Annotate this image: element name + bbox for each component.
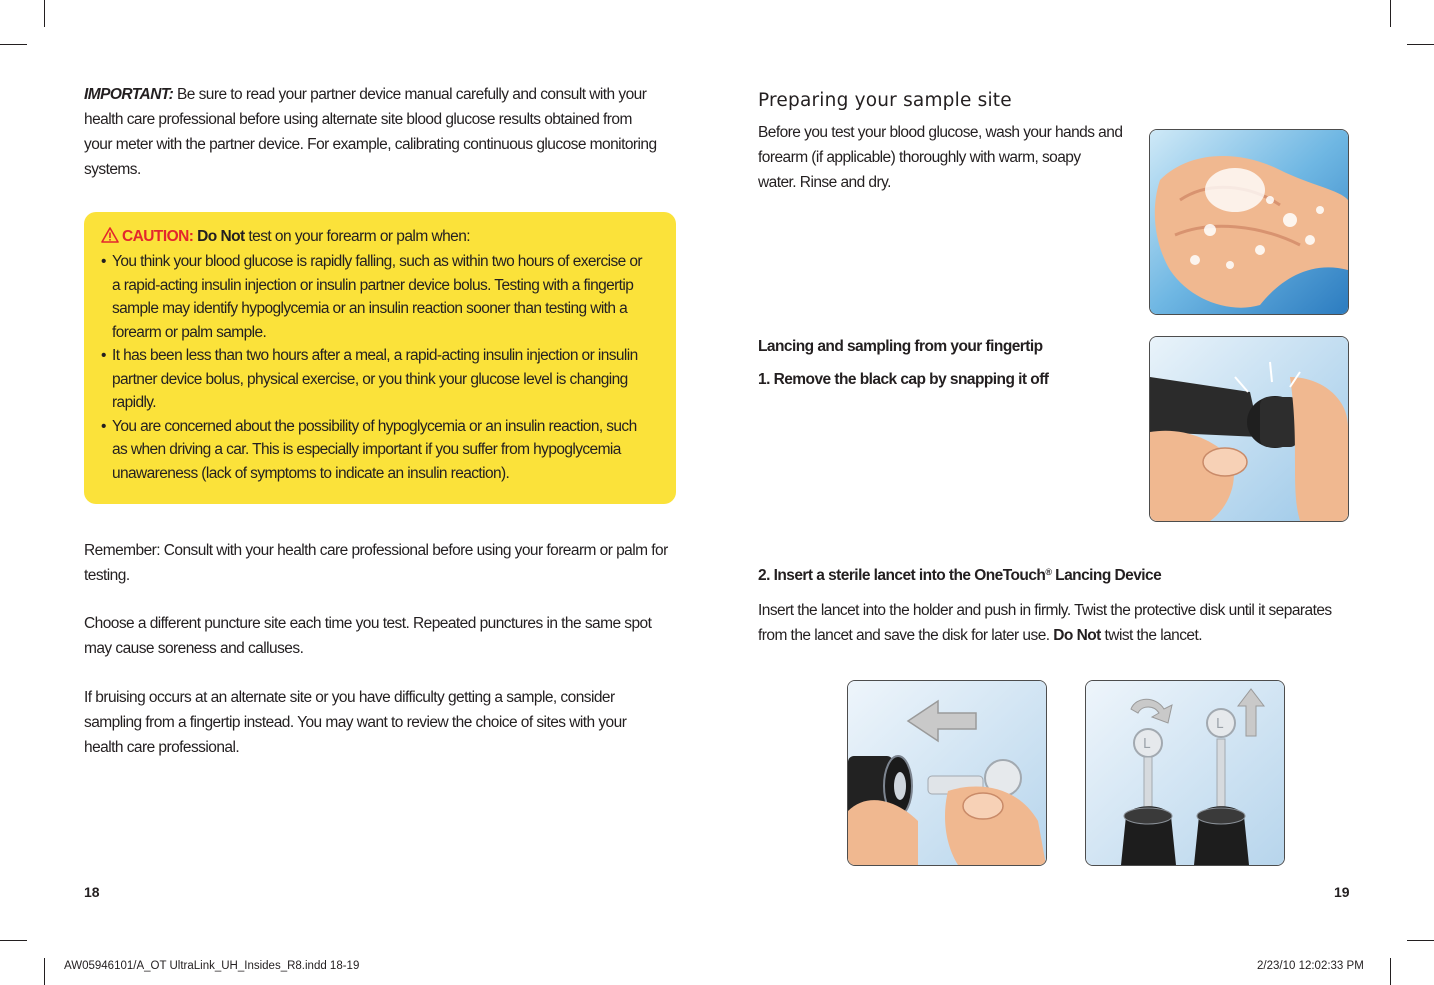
remove-cap-image xyxy=(1150,337,1348,521)
important-paragraph: IMPORTANT: Be sure to read your partner device manual carefully and consult with your health care professional before using alternate site blood glucose results obtained from your meter with the partner device. For example, calibrating continuous glucose monitoring systems. xyxy=(84,86,657,178)
crop-mark xyxy=(1407,44,1434,45)
section-title: Preparing your sample site xyxy=(758,90,1012,111)
step-2-paragraph: Insert the lancet into the holder and push in firmly. Twist the protective disk until it separates from the lancet and save the disk for later use. Do Not twist the lancet. xyxy=(758,602,1332,644)
caution-do-not: Do Not xyxy=(197,228,245,245)
caution-bullet-list xyxy=(101,250,661,485)
insert-lancet-illustration xyxy=(847,680,1047,866)
caution-heading: CAUTION: Do Not test on your forearm or palm when: xyxy=(101,226,470,248)
insert-lancet-image xyxy=(848,681,1046,865)
warning-icon xyxy=(101,227,119,243)
twist-disk-illustration xyxy=(1085,680,1285,866)
slug-date: 2/23/10 12:02:33 PM xyxy=(1257,960,1364,972)
important-label: IMPORTANT: xyxy=(84,86,174,103)
caution-bullet: • You are concerned about the possibility of hypoglycemia or an insulin reaction, such as when driving a car. This is especially important if you suffer from hypoglycemia unawareness (lack of symptoms to indicate an insulin reaction). xyxy=(101,417,637,482)
lancet-disk-letter: L xyxy=(1216,717,1224,732)
crop-mark xyxy=(0,940,27,941)
caution-bullet: • You think your blood glucose is rapidly falling, such as within two hours of exercise or a rapid-acting insulin injection or insulin partner device bolus. Testing with a fingertip sample may identify hypoglycemia or an insulin reaction sooner than testing with a forearm or palm sample. xyxy=(101,253,642,341)
bruising-paragraph: If bruising occurs at an alternate site or you have difficulty getting a sample, consider sampling from a fingertip instead. You may want to review the choice of sites with your health care professional. xyxy=(84,689,627,756)
step-2-heading: 2. Insert a sterile lancet into the OneTouch® Lancing Device xyxy=(758,567,1162,584)
hand-washing-image xyxy=(1150,130,1348,314)
step-2-do-not: Do Not xyxy=(1053,627,1101,644)
crop-mark xyxy=(1390,958,1391,985)
hand-washing-illustration xyxy=(1149,129,1349,315)
crop-mark xyxy=(44,958,45,985)
crop-mark xyxy=(44,0,45,27)
crop-mark xyxy=(1407,940,1434,941)
slug-file-info: AW05946101/A_OT UltraLink_UH_Insides_R8.indd 18-19 xyxy=(64,960,360,972)
twist-disk-image xyxy=(1086,681,1284,865)
remember-paragraph: Remember: Consult with your health care professional before using your forearm or palm for testing. xyxy=(84,542,668,584)
crop-mark xyxy=(0,44,27,45)
remove-cap-illustration xyxy=(1149,336,1349,522)
prep-paragraph: Before you test your blood glucose, wash your hands and forearm (if applicable) thoroughly with warm, soapy water. Rinse and dry. xyxy=(758,124,1123,191)
choose-site-paragraph: Choose a different puncture site each time you test. Repeated punctures in the same spot may cause soreness and calluses. xyxy=(84,615,652,657)
page-number-left: 18 xyxy=(84,884,100,900)
lancet-disk-letter: L xyxy=(1143,737,1151,752)
page-number-right: 19 xyxy=(1334,884,1350,900)
caution-bullet: • It has been less than two hours after a meal, a rapid-acting insulin injection or insulin partner device bolus, physical exercise, or you think your glucose level is changing rapidly. xyxy=(101,347,638,411)
caution-label: CAUTION: xyxy=(122,228,194,245)
caution-box xyxy=(84,212,676,504)
lancing-heading: Lancing and sampling from your fingertip xyxy=(758,338,1043,355)
crop-mark xyxy=(1390,0,1391,27)
step-1-text: 1. Remove the black cap by snapping it off xyxy=(758,371,1049,388)
